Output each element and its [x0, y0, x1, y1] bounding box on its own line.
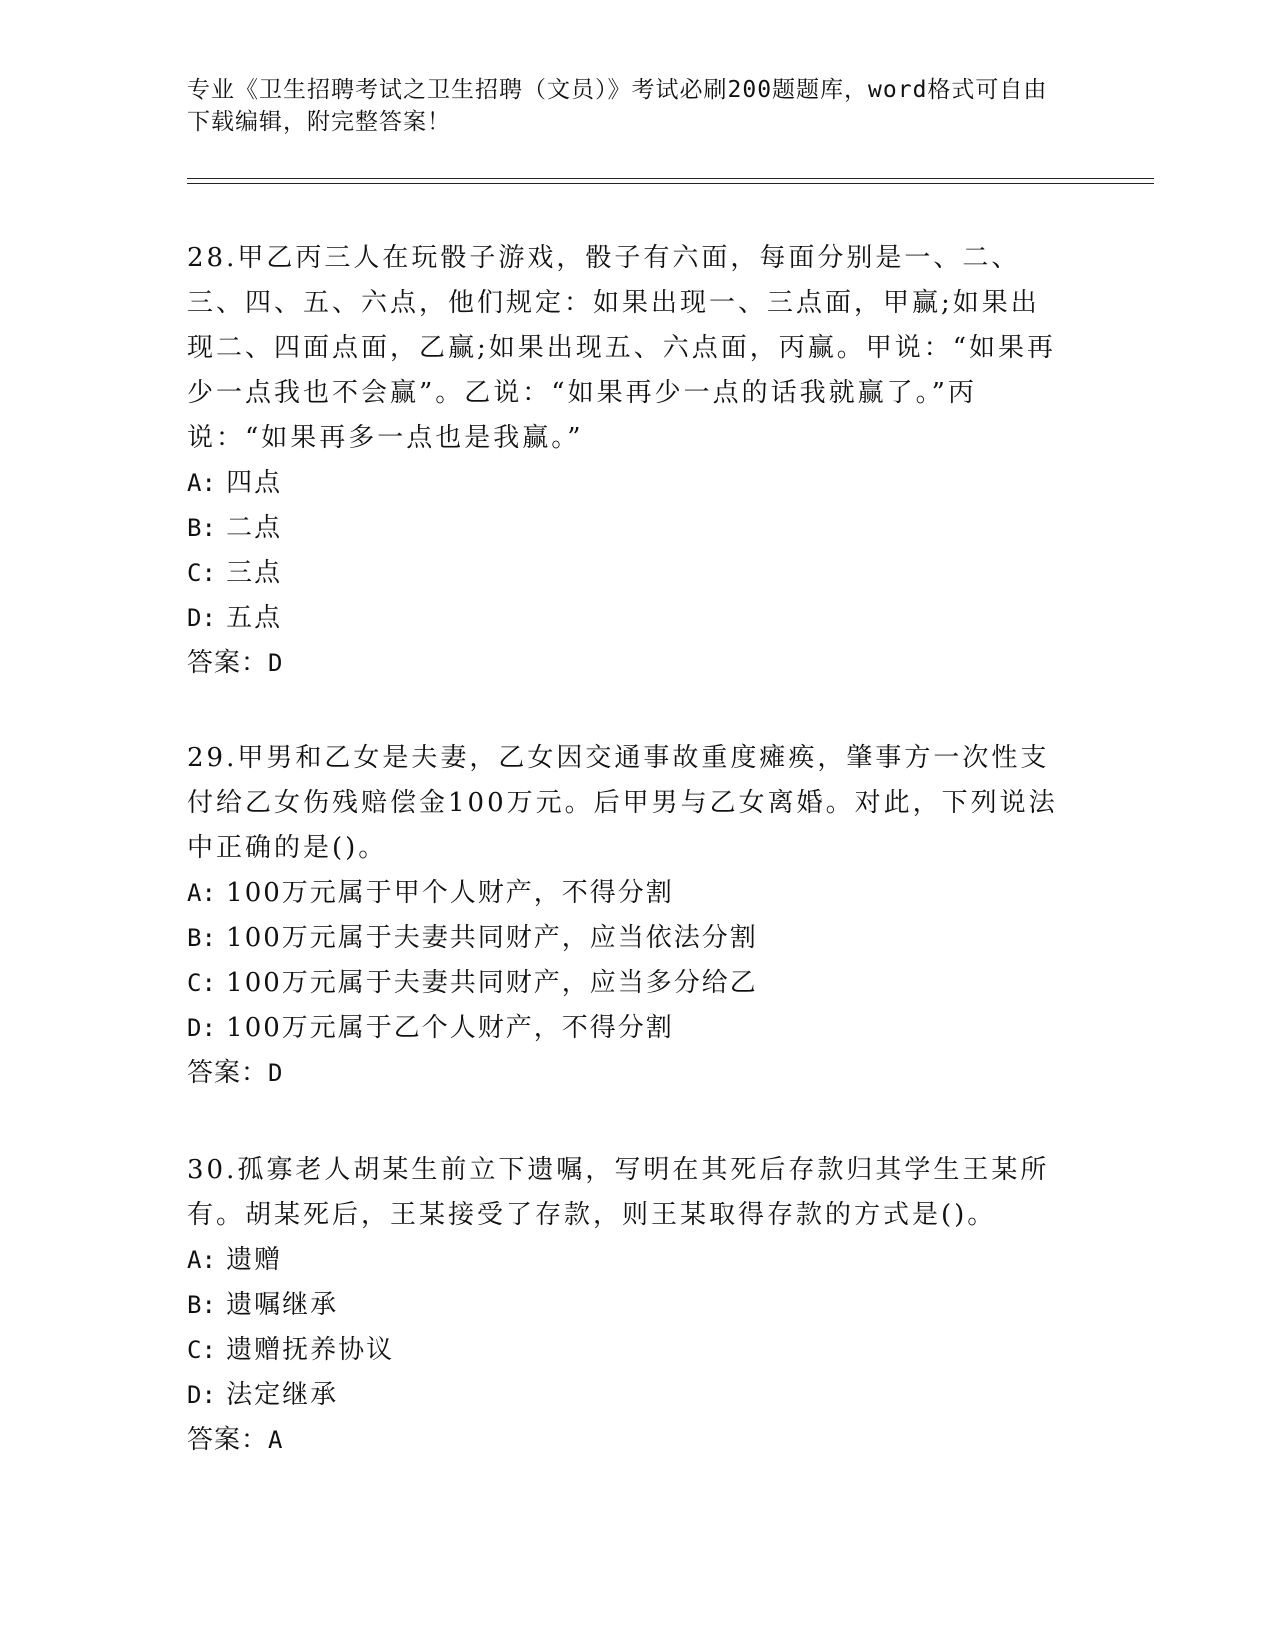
- option-c: [187, 961, 1067, 1006]
- option-letter: B:: [187, 1291, 216, 1319]
- question-stem: 28.甲乙丙三人在玩骰子游戏，骰子有六面，每面分别是一、二、三、四、五、六点，他们规定：如果出现一、三点面，甲赢;如果出现二、四面点面，乙赢;如果出现五、六点面，丙赢。甲说：“如果再少一点我也不会赢”。乙说：“如果再少一点的话我就赢了。”丙说：“如果再多一点也是我赢。”: [187, 243, 1057, 453]
- option-text: 四点: [226, 468, 283, 498]
- answer-label: 答案：: [187, 1425, 269, 1455]
- option-letter: B:: [187, 514, 216, 542]
- header-divider-top: [187, 178, 1154, 179]
- option-letter: A:: [187, 879, 216, 907]
- answer-line: [187, 1418, 1067, 1463]
- page-header: 专业《卫生招聘考试之卫生招聘（文员）》考试必刷200题题库，word格式可自由下载编辑，附完整答案！: [187, 77, 1048, 135]
- option-a: [187, 1238, 1067, 1283]
- answer-value: A: [268, 1426, 284, 1454]
- answer-label: 答案：: [187, 1058, 269, 1088]
- option-text: 五点: [226, 603, 283, 633]
- option-letter: A:: [187, 469, 216, 497]
- option-letter: C:: [187, 969, 216, 997]
- option-text: 100万元属于甲个人财产，不得分割: [226, 878, 674, 908]
- question-stem: 30.孤寡老人胡某生前立下遗嘱，写明在其死后存款归其学生王某所有。胡某死后，王某接受了存款，则王某取得存款的方式是()。: [187, 1155, 1050, 1230]
- option-text: 三点: [226, 558, 283, 588]
- question-29: [187, 736, 1067, 1096]
- option-text: 100万元属于乙个人财产，不得分割: [226, 1013, 674, 1043]
- option-text: 遗赠: [226, 1245, 283, 1275]
- option-letter: D:: [187, 604, 216, 632]
- option-b: [187, 506, 1067, 551]
- option-letter: D:: [187, 1014, 216, 1042]
- option-text: 法定继承: [226, 1380, 339, 1410]
- option-b: [187, 1283, 1067, 1328]
- option-letter: D:: [187, 1381, 216, 1409]
- option-d: [187, 1373, 1067, 1418]
- answer-line: [187, 641, 1067, 686]
- option-text: 二点: [226, 513, 283, 543]
- option-d: [187, 596, 1067, 641]
- option-a: [187, 871, 1067, 916]
- header-divider-bottom: [187, 183, 1154, 184]
- option-letter: B:: [187, 924, 216, 952]
- answer-value: D: [268, 1059, 284, 1087]
- option-letter: A:: [187, 1246, 216, 1274]
- option-text: 遗嘱继承: [226, 1290, 339, 1320]
- option-d: [187, 1006, 1067, 1051]
- option-letter: C:: [187, 1336, 216, 1364]
- answer-value: D: [268, 649, 284, 677]
- option-c: [187, 1328, 1067, 1373]
- option-text: 遗赠抚养协议: [226, 1335, 395, 1365]
- question-30: [187, 1148, 1067, 1463]
- option-b: [187, 916, 1067, 961]
- option-c: [187, 551, 1067, 596]
- answer-label: 答案：: [187, 648, 269, 678]
- question-stem: 29.甲男和乙女是夫妻，乙女因交通事故重度瘫痪，肇事方一次性支付给乙女伤残赔偿金100万元。后甲男与乙女离婚。对此，下列说法中正确的是()。: [187, 743, 1058, 863]
- question-28: [187, 236, 1067, 686]
- option-letter: C:: [187, 559, 216, 587]
- option-text: 100万元属于夫妻共同财产，应当依法分割: [226, 923, 758, 953]
- option-a: [187, 461, 1067, 506]
- answer-line: [187, 1051, 1067, 1096]
- option-text: 100万元属于夫妻共同财产，应当多分给乙: [226, 968, 758, 998]
